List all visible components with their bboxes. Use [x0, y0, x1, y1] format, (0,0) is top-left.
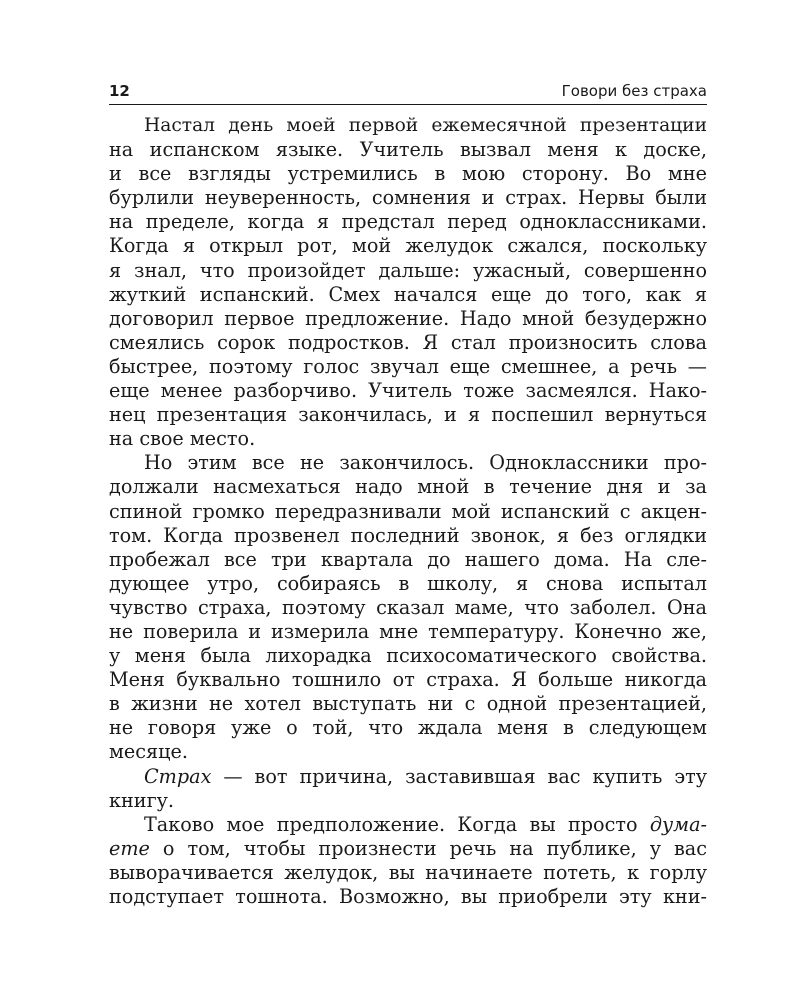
text-line: бурлили неуверенность, сомнения и страх. Нервы были — [109, 186, 707, 210]
italic-word: Страх — [144, 764, 212, 788]
italic-word: дума- — [649, 812, 707, 836]
text-line: на свое место. — [109, 427, 256, 451]
paragraph-2 — [109, 451, 707, 764]
page-number: 12 — [109, 82, 130, 100]
text-line: чувство страха, поэтому сказал маме, что заболел. Она — [109, 595, 707, 619]
running-title: Говори без страха — [561, 82, 707, 100]
text-fragment: — вот причина, заставившая вас купить эту — [211, 764, 707, 788]
text-line: не говоря уже о той, что ждала меня в следующем — [109, 716, 707, 740]
text-line: у меня была лихорадка психосоматического свойства. — [109, 644, 707, 668]
text-line: на испанском языке. Учитель вызвал меня к доске, — [109, 138, 707, 162]
paragraph-3 — [109, 765, 707, 813]
text-line — [109, 765, 707, 789]
text-line: спиной громко передразнивали мой испанский с акцен- — [109, 499, 707, 523]
text-line: я знал, что произойдет дальше: ужасный, совершенно — [109, 258, 707, 282]
text-line: Когда я открыл рот, мой желудок сжался, поскольку — [109, 234, 707, 258]
text-line — [109, 813, 707, 837]
text-fragment: о том, чтобы произнести речь на публике, у вас — [149, 836, 707, 860]
text-line: жуткий испанский. Смех начался еще до того, как я — [109, 282, 707, 306]
text-line: на пределе, когда я предстал перед одноклассниками. — [109, 210, 707, 234]
text-line: договорил первое предложение. Надо мной безудержно — [109, 306, 707, 330]
page-header — [109, 82, 707, 104]
paragraph-4 — [109, 813, 707, 909]
text-line: не поверила и измерила мне температуру. Конечно же, — [109, 619, 707, 643]
text-line — [109, 837, 707, 861]
header-rule — [109, 104, 707, 105]
text-line: должали насмехаться надо мной в течение дня и за — [109, 475, 707, 499]
text-line: месяце. — [109, 740, 188, 764]
text-line: еще менее разборчиво. Учитель тоже засмеялся. Нако- — [109, 379, 707, 403]
text-line: Меня буквально тошнило от страха. Я больше никогда — [109, 668, 707, 692]
text-fragment: Таково мое предположение. Когда вы просто — [144, 812, 650, 836]
text-line: выворачивается желудок, вы начинаете потеть, к горлу — [109, 860, 707, 884]
text-line: том. Когда прозвенел последний звонок, я без оглядки — [109, 523, 707, 547]
text-line: нец презентация закончилась, и я поспешил вернуться — [109, 403, 707, 427]
text-line: быстрее, поэтому голос звучал еще смешнее, а речь — — [109, 354, 707, 378]
text-line: подступает тошнота. Возможно, вы приобрели эту кни- — [109, 885, 707, 908]
paragraph-1 — [109, 114, 707, 451]
text-line: книгу. — [109, 788, 175, 812]
text-line: Настал день моей первой ежемесячной презентации — [144, 115, 707, 136]
italic-word: ете — [109, 836, 150, 860]
text-line: в жизни не хотел выступать ни с одной презентацией, — [109, 692, 707, 716]
body-text — [109, 114, 707, 909]
text-line: и все взгляды устремились в мою сторону. Во мне — [109, 162, 707, 186]
text-line: Но этим все не закончилось. Одноклассники про- — [144, 451, 707, 475]
text-line: дующее утро, собираясь в школу, я снова испытал — [109, 571, 707, 595]
text-line: пробежал все три квартала до нашего дома. На сле- — [109, 547, 707, 571]
text-line: смеялись сорок подростков. Я стал произносить слова — [109, 330, 707, 354]
